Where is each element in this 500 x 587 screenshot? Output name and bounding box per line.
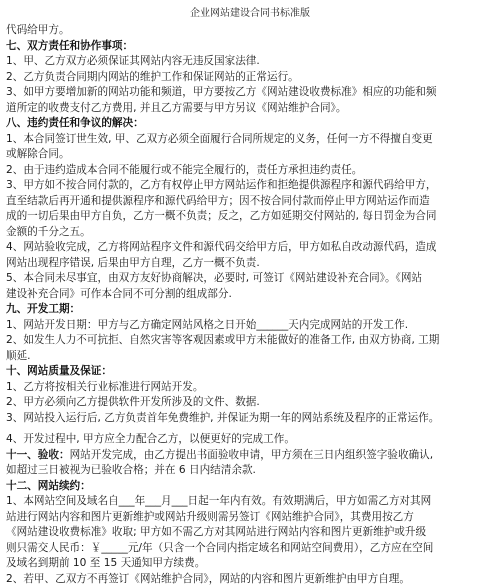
body-text-line: 道所定的收费支付乙方费用, 并且乙方需要与甲方另议《网站维护合同》。 xyxy=(6,101,492,117)
body-text-line: 《网站建设收费标准》收取; 甲方如不需乙方对其网站进行网站内容和图片更新维护或升级 xyxy=(6,525,492,541)
body-text-line: 1、甲、乙方双方必须保证其网站内容无违反国家法律. xyxy=(6,54,492,70)
section-heading: 十一、验收： xyxy=(6,449,70,461)
body-text-line: 则只需交人民币：￥_____元/年（只含一个合同内指定域名和网站空间费用），乙方应在空间 xyxy=(6,541,492,557)
body-text-line: 5、本合同未尽事宜，由双方友好协商解决，必要时, 可签订《网站建设补充合同》。《网站 xyxy=(6,271,492,287)
body-text-line: 1、乙方将按相关行业标准进行网站开发。 xyxy=(6,380,492,396)
body-text-line: 2、乙方负责合同期内网站的维护工作和保证网站的正常运行。 xyxy=(6,70,492,86)
body-text-line: 2、甲方必须向乙方提供软件开发所涉及的文件、数据. xyxy=(6,395,492,411)
section-heading: 十、网站质量及保证： xyxy=(6,364,492,380)
section-heading: 九、开发工期： xyxy=(6,302,492,318)
body-text-line: 3、如甲方要增加新的网站功能和频道，甲方要按乙方《网站建设收费标准》相应的功能和频 xyxy=(6,85,492,101)
body-text-line: 顺延. xyxy=(6,349,492,365)
body-text-line: 如超过三日被视为已验收合格；并在 6 日内结清余款. xyxy=(6,463,492,479)
body-text-line: 4、开发过程中, 甲方应全力配合乙方，以便更好的完成工作。 xyxy=(6,432,492,448)
body-text-line: 建设补充合同》可作本合同不可分割的组成部分. xyxy=(6,287,492,303)
body-text-line: 1、本合同签订世生效, 甲、乙双方必须全面履行合同所规定的义务，任何一方不得擅自变更 xyxy=(6,132,492,148)
body-text-line: 1、网站开发日期：甲方与乙方确定网站风格之日开始______天内完成网站的开发工作. xyxy=(6,318,492,334)
body-text-line: 4、网站验收完成，乙方将网站程序文件和源代码交给甲方后，甲方如私自改动源代码，造成 xyxy=(6,240,492,256)
section-text: 网站开发完成，由乙方提出书面验收申请，甲方须在三日内组织签字验收确认, xyxy=(70,449,434,461)
section-heading: 七、双方责任和协作事项： xyxy=(6,39,492,55)
body-text-line: 直至结款后再开通和提供源程序和源代码给甲方；因不按合同付款而停止甲方网站运作而造 xyxy=(6,194,492,210)
body-text-line: 站进行网站内容和图片更新维护或网站升级则需另签订《网站维护合同》，其费用按乙方 xyxy=(6,510,492,526)
body-text-line: 金额的千分之五。 xyxy=(6,225,492,241)
body-text-line: 1、本网站空间及域名自___年___月___日起一年内有效。有效期满后，甲方如需乙方对其网 xyxy=(6,494,492,510)
body-text-line: 2、若甲、乙双方不再签订《网站维护合同》，网站的内容和图片更新维护由甲方自理。 xyxy=(6,572,492,587)
body-text-line: 及域名到期前 10 至 15 天通知甲方续费。 xyxy=(6,556,492,572)
body-text-line: 3、网站投入运行后, 乙方负责首年免费维护, 并保证为期一年的网站系统及程序的正常运作。 xyxy=(6,411,492,427)
contract-body xyxy=(6,23,492,587)
body-text-line: 或解除合同。 xyxy=(6,147,492,163)
section-heading: 八、违约责任和争议的解决： xyxy=(6,116,492,132)
body-text-line: 成的一切后果由甲方自负，乙方一概不负责；反之，乙方如延期交付网站的, 每日罚金为合同 xyxy=(6,209,492,225)
body-text-line: 2、如发生人力不可抗拒、自然灾害等客观因素或甲方未能做好的准备工作, 由双方协商, 工期 xyxy=(6,333,492,349)
body-text-line: 代码给甲方。 xyxy=(6,23,492,39)
section-heading: 十二、网站续约： xyxy=(6,479,492,495)
body-text-line: 2、由于违约造成本合同不能履行或不能完全履行的，责任方承担违约责任。 xyxy=(6,163,492,179)
body-text-line: 网站出现程序错误, 后果由甲方自理，乙方一概不负责. xyxy=(6,256,492,272)
document-title: 企业网站建设合同书标准版 xyxy=(0,8,500,20)
body-text-line: 3、甲方如不按合同付款的，乙方有权停止甲方网站运作和拒绝提供源程序和源代码给甲方， xyxy=(6,178,492,194)
section-line xyxy=(6,448,492,464)
